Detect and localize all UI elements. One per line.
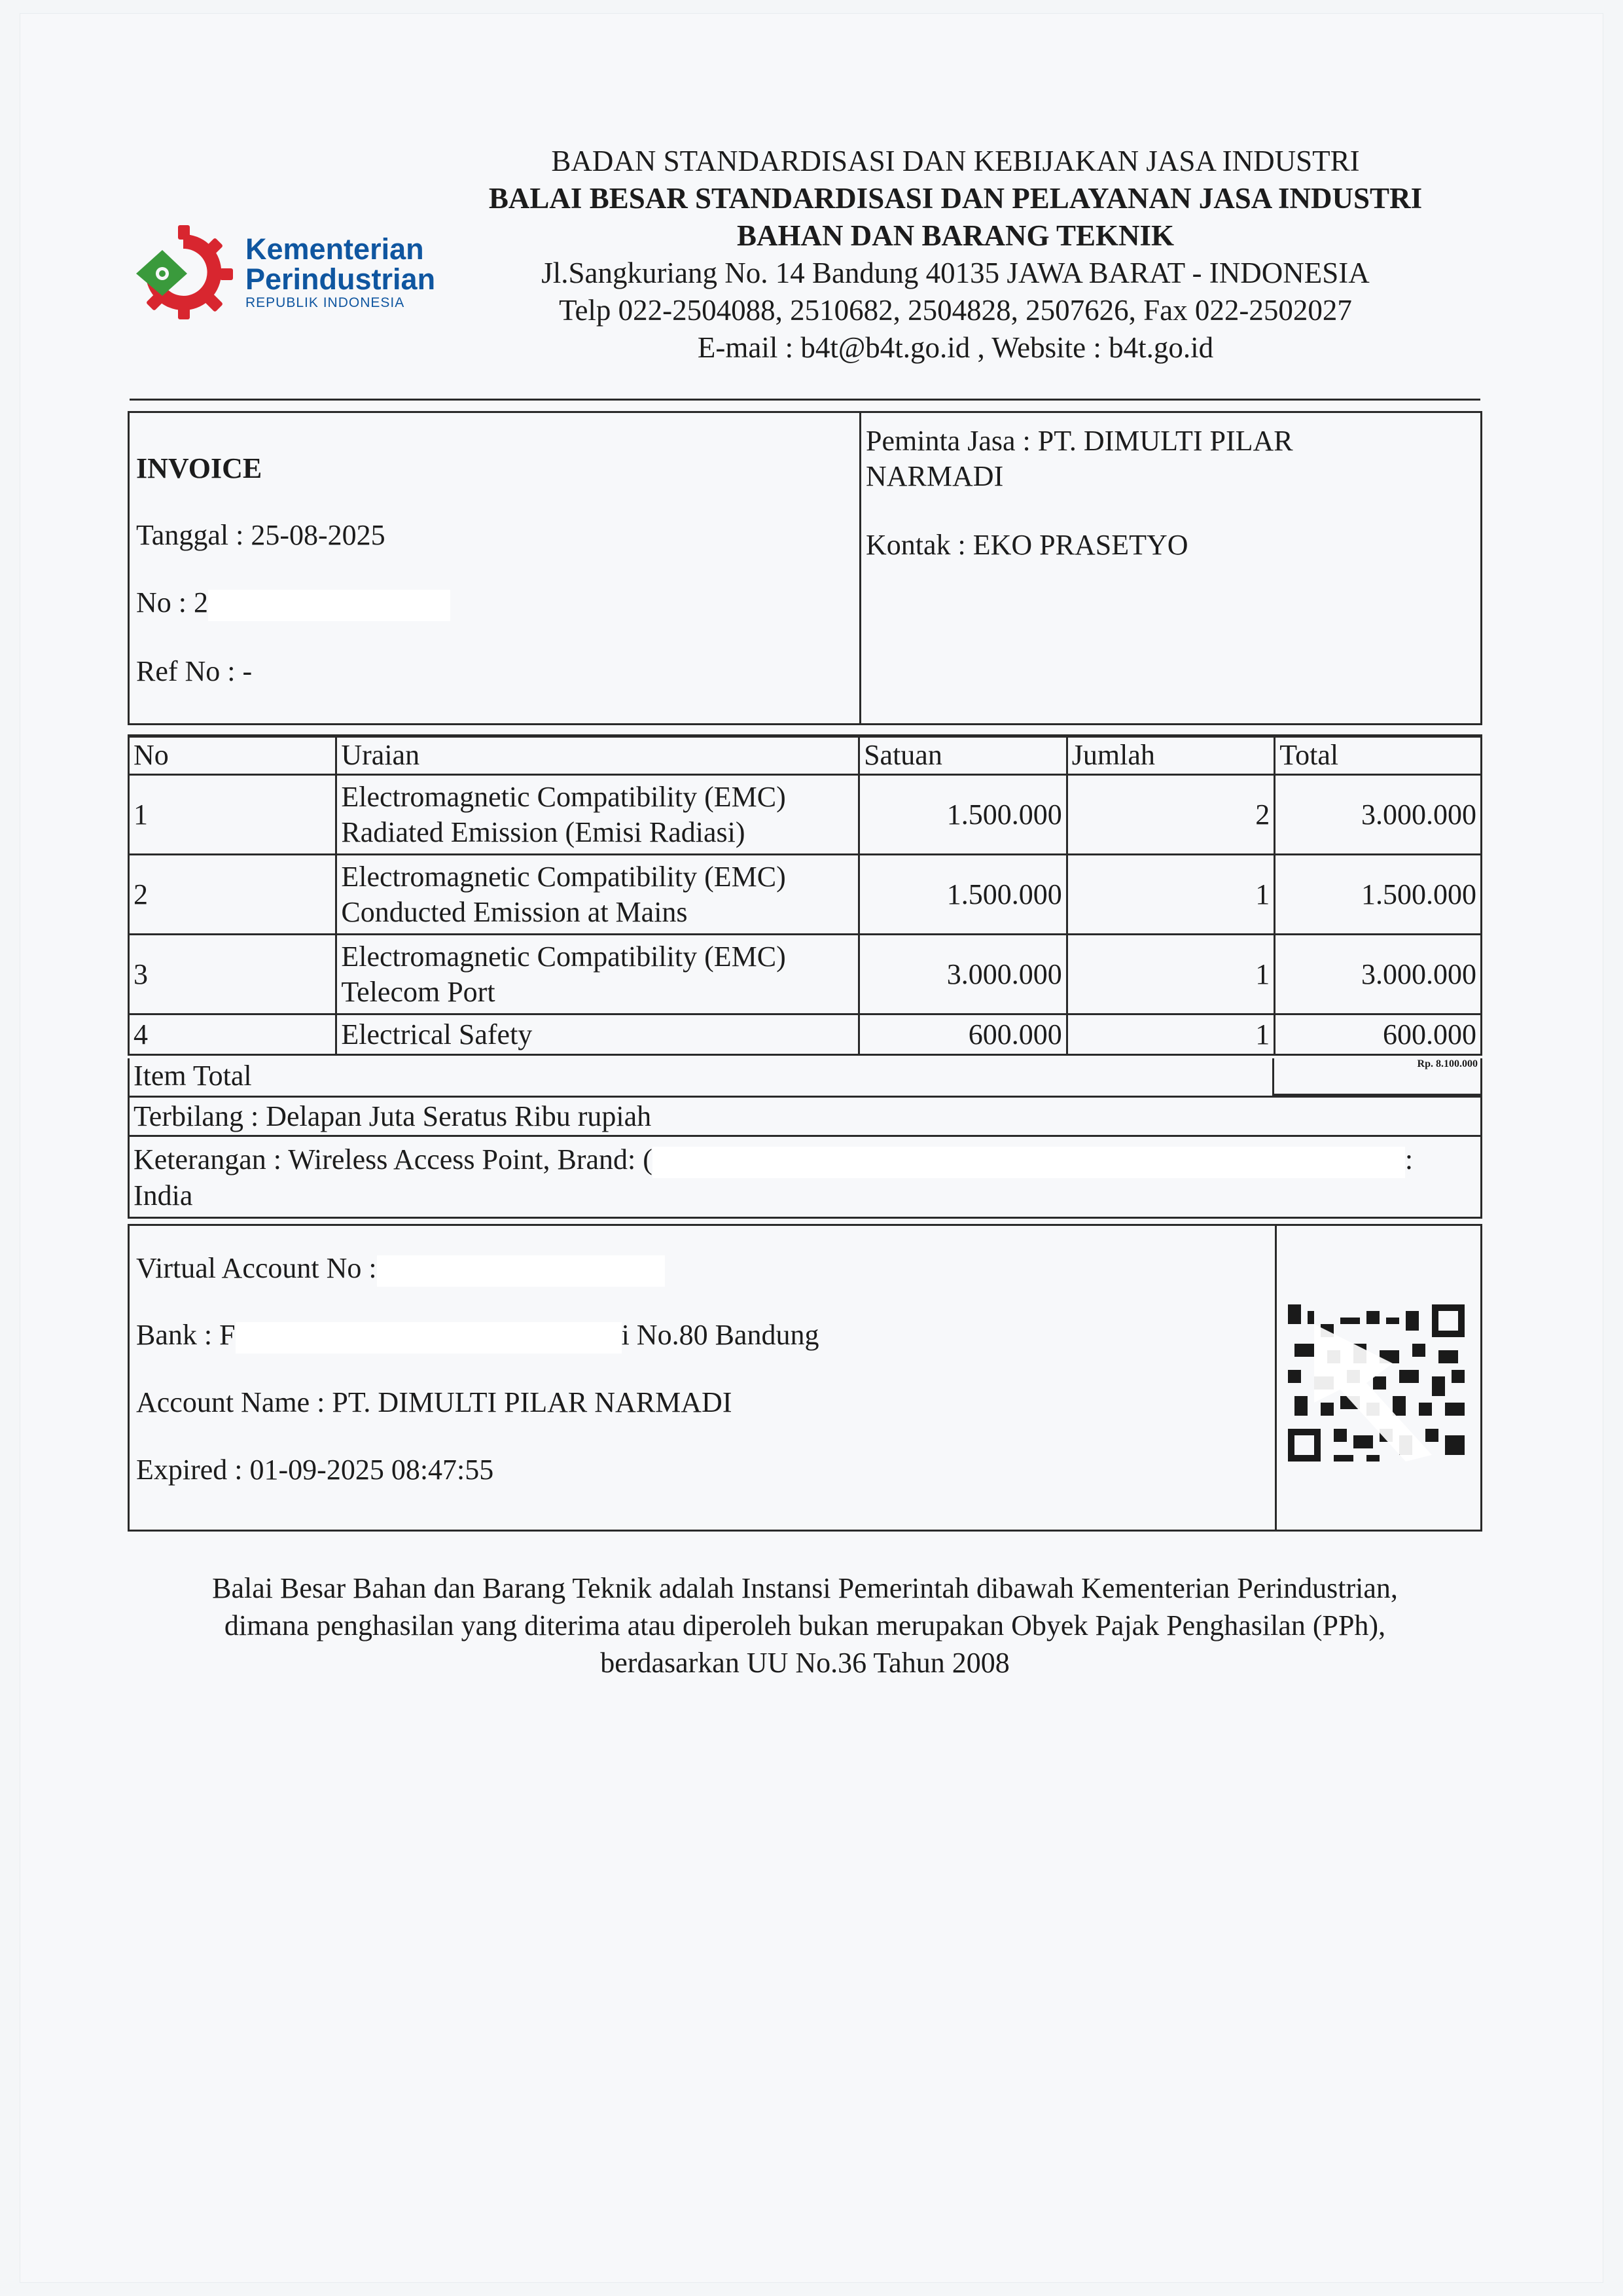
items-table: [128, 734, 1482, 1056]
row-description-line-1: Electromagnetic Compatibility (EMC): [341, 780, 786, 813]
note-line-1: [130, 1142, 1480, 1178]
footnote-line-2: dimana penghasilan yang diterima atau diperoleh bukan merupakan Obyek Pajak Penghasilan (PPh),: [224, 1609, 1386, 1641]
row-description-line-2: Telecom Port: [341, 975, 495, 1008]
redaction: [208, 590, 450, 621]
row-description-line-1: Electromagnetic Compatibility (EMC): [341, 860, 786, 893]
logo-line-1: Kementerian: [245, 232, 424, 266]
office-phone: Telp 022-2504088, 2510682, 2504828, 2507626, Fax 022-2502027: [559, 294, 1352, 327]
header-divider: [859, 413, 861, 723]
row-quantity: 1: [1067, 935, 1275, 1014]
note-line-1-text: Keterangan : Wireless Access Point, Brand: (: [134, 1143, 652, 1175]
requester-line-2: NARMADI: [866, 460, 1004, 492]
virtual-account-label: Virtual Account No :: [136, 1252, 377, 1284]
row-total: 600.000: [1275, 1014, 1482, 1055]
table-row: [129, 935, 1482, 1014]
office-email-website: E-mail : b4t@b4t.go.id , Website : b4t.go.id: [697, 331, 1214, 364]
row-total: 3.000.000: [1275, 935, 1482, 1014]
row-quantity: 2: [1067, 775, 1275, 855]
top-rule: [130, 399, 1480, 401]
header-no: No: [129, 736, 336, 775]
expiry: Expired : 01-09-2025 08:47:55: [136, 1454, 494, 1486]
payment-divider: [1275, 1226, 1277, 1530]
row-description: Electrical Safety: [336, 1014, 859, 1055]
qr-code-icon: [1288, 1298, 1471, 1468]
spelled-amount-row: [128, 1098, 1482, 1137]
redaction: [652, 1147, 1405, 1178]
footnote-line-3: berdasarkan UU No.36 Tahun 2008: [600, 1647, 1010, 1679]
footnote-line-1: Balai Besar Bahan dan Barang Teknik adalah Instansi Pemerintah dibawah Kementerian Perindustrian,: [212, 1572, 1398, 1604]
row-unit-price: 3.000.000: [859, 935, 1067, 1014]
requester-line-1: Peminta Jasa : PT. DIMULTI PILAR: [866, 425, 1293, 457]
item-total-row: [128, 1058, 1482, 1098]
row-description-line-2: Conducted Emission at Mains: [341, 895, 688, 928]
row-no: 1: [129, 775, 336, 855]
logo-line-2: Perindustrian: [245, 262, 436, 296]
row-total: 3.000.000: [1275, 775, 1482, 855]
virtual-account: [136, 1251, 665, 1287]
bank-label: Bank : F: [136, 1319, 236, 1351]
row-no: 2: [129, 855, 336, 935]
bank-tail: i No.80 Bandung: [621, 1319, 819, 1351]
letterhead: [445, 143, 1466, 367]
row-description: [336, 855, 859, 935]
agency-name: BADAN STANDARDISASI DAN KEBIJAKAN JASA INDUSTRI: [551, 145, 1360, 177]
row-description: [336, 775, 859, 855]
invoice-header-box: [128, 411, 1482, 725]
row-no: 4: [129, 1014, 336, 1055]
office-address: Jl.Sangkuriang No. 14 Bandung 40135 JAWA BARAT - INDONESIA: [541, 257, 1370, 289]
note-line-2: India: [134, 1179, 193, 1211]
row-unit-price: 1.500.000: [859, 855, 1067, 935]
redaction: [236, 1322, 622, 1354]
header-description: Uraian: [336, 736, 859, 775]
account-name: Account Name : PT. DIMULTI PILAR NARMADI: [136, 1386, 732, 1418]
invoice-title: INVOICE: [136, 452, 262, 484]
note-line-1-tail: :: [1404, 1143, 1414, 1175]
item-total-label: Item Total: [134, 1060, 252, 1092]
row-description-line-1: Electromagnetic Compatibility (EMC): [341, 940, 786, 973]
row-quantity: 1: [1067, 855, 1275, 935]
row-unit-price: 600.000: [859, 1014, 1067, 1055]
header-total: Total: [1275, 736, 1482, 775]
invoice-date: Tanggal : 25-08-2025: [136, 519, 385, 551]
office-name-line-1: BALAI BESAR STANDARDISASI DAN PELAYANAN JASA INDUSTRI: [488, 182, 1423, 215]
header-quantity: Jumlah: [1067, 736, 1275, 775]
invoice-ref: Ref No : -: [136, 655, 253, 687]
table-row: [129, 855, 1482, 935]
table-header-row: [129, 736, 1482, 775]
invoice-number-label: No : 2: [136, 586, 208, 619]
note-row: [128, 1137, 1482, 1219]
row-quantity: 1: [1067, 1014, 1275, 1055]
row-unit-price: 1.500.000: [859, 775, 1067, 855]
table-row: [129, 1014, 1482, 1055]
invoice-number: [136, 585, 450, 621]
contact-person: Kontak : EKO PRASETYO: [866, 529, 1188, 561]
gear-leaf-logo-icon: [131, 223, 236, 321]
ministry-logo: [131, 223, 438, 321]
header-unit-price: Satuan: [859, 736, 1067, 775]
logo-line-3: REPUBLIK INDONESIA: [245, 295, 405, 310]
spelled-amount: Terbilang : Delapan Juta Seratus Ribu rupiah: [134, 1100, 652, 1132]
table-row: [129, 775, 1482, 855]
office-name-line-2: BAHAN DAN BARANG TEKNIK: [737, 219, 1174, 252]
item-total-value: Rp. 8.100.000: [1272, 1058, 1480, 1096]
row-description-line-2: Radiated Emission (Emisi Radiasi): [341, 816, 745, 848]
tax-footnote: [128, 1570, 1482, 1681]
redaction: [377, 1255, 665, 1287]
bank: [136, 1318, 819, 1354]
row-description: [336, 935, 859, 1014]
row-no: 3: [129, 935, 336, 1014]
payment-box: [128, 1224, 1482, 1532]
row-total: 1.500.000: [1275, 855, 1482, 935]
